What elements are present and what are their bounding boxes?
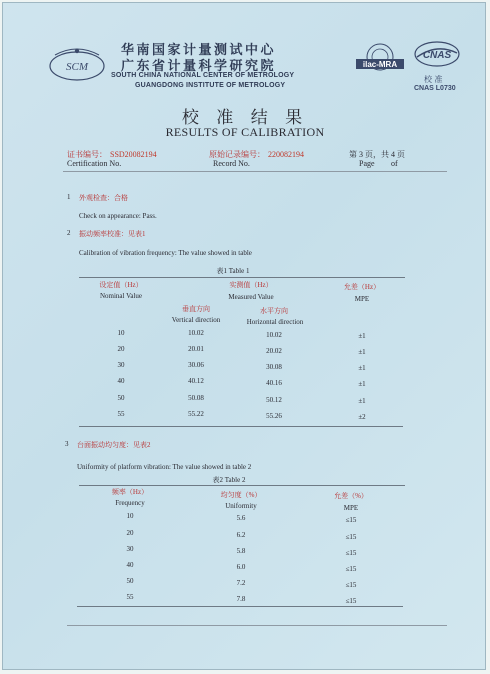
org-name-en-1: SOUTH CHINA NATIONAL CENTER OF METROLOGY bbox=[111, 72, 295, 79]
record-no-label-en: Record No. bbox=[213, 159, 250, 168]
t1-vertical-cell: 10.02 bbox=[188, 329, 204, 337]
cert-no-label-cn: 证书编号： SSD20082194 bbox=[67, 150, 157, 159]
table1-top-rule bbox=[79, 277, 405, 278]
t1-mpe-header-cn: 允差（Hz） bbox=[343, 283, 381, 291]
t2-uni-cell: 5.6 bbox=[236, 514, 246, 522]
t1-nominal-header-cn: 设定值（Hz） bbox=[99, 281, 143, 289]
t1-mpe-cell: ±1 bbox=[358, 348, 366, 356]
cert-no-label-en: Certification No. bbox=[67, 159, 122, 168]
t2-freq-header-en: Frequency bbox=[115, 499, 145, 507]
certificate-page bbox=[2, 2, 486, 670]
footer-divider bbox=[67, 625, 447, 626]
t2-mpe-cell: ≤15 bbox=[345, 549, 357, 557]
cnas-number: CNAS L0730 bbox=[414, 85, 456, 92]
cnas-label-cn: 校 准 bbox=[424, 75, 443, 84]
meta-divider bbox=[63, 171, 447, 172]
t2-mpe-cell: ≤15 bbox=[345, 565, 357, 573]
org-name-cn-2: 广东省计量科学研究院 bbox=[121, 59, 277, 74]
t1-mpe-header-en: MPE bbox=[354, 295, 370, 303]
t1-nominal-header-en: Nominal Value bbox=[99, 292, 143, 300]
table1-bottom-rule bbox=[79, 426, 403, 427]
t1-horizontal-cell: 40.16 bbox=[266, 379, 282, 387]
t2-uni-cell: 7.8 bbox=[236, 595, 246, 603]
t1-nominal-cell: 10 bbox=[117, 329, 125, 337]
table2-bottom-rule bbox=[77, 606, 403, 607]
t1-horizontal-cell: 20.02 bbox=[266, 347, 282, 355]
t1-horizontal-header-en: Horizontal direction bbox=[246, 318, 304, 326]
of-label: of bbox=[391, 159, 398, 168]
table2-top-rule bbox=[79, 485, 405, 486]
t1-vertical-cell: 50.08 bbox=[188, 394, 204, 402]
t1-vertical-cell: 55.22 bbox=[188, 410, 204, 418]
t2-freq-cell: 20 bbox=[126, 529, 134, 537]
t2-freq-header-cn: 频率（Hz） bbox=[111, 488, 149, 496]
t2-uni-header-cn: 均匀度（%） bbox=[220, 491, 262, 499]
cnas-logo bbox=[411, 39, 463, 73]
section3-number: 3 bbox=[65, 440, 69, 448]
t1-measured-header-cn: 实测值（Hz） bbox=[229, 281, 273, 289]
t1-nominal-cell: 30 bbox=[117, 361, 125, 369]
t2-freq-cell: 10 bbox=[126, 512, 134, 520]
t1-nominal-cell: 20 bbox=[117, 345, 125, 353]
t1-horizontal-cell: 30.08 bbox=[266, 363, 282, 371]
t2-freq-cell: 30 bbox=[126, 545, 134, 553]
page-number-cn: 第 3 页，共 4 页 bbox=[349, 150, 405, 159]
section1-title-en: Check on appearance: Pass. bbox=[79, 212, 157, 220]
section3-title-en: Uniformity of platform vibration: The value showed in table 2 bbox=[77, 463, 252, 471]
title-cn: 校 准 结 果 bbox=[181, 108, 309, 128]
t1-horizontal-header-cn: 水平方向 bbox=[260, 307, 288, 315]
t1-nominal-cell: 50 bbox=[117, 394, 125, 402]
section3-title-cn: 台面振动均匀度：见表2 bbox=[77, 441, 151, 449]
t1-vertical-cell: 30.06 bbox=[188, 361, 204, 369]
section2-number: 2 bbox=[67, 229, 71, 237]
table1-caption: 表1 Table 1 bbox=[216, 267, 250, 275]
scm-logo bbox=[47, 45, 107, 83]
t1-nominal-cell: 40 bbox=[117, 377, 125, 385]
t1-measured-header-en: Measured Value bbox=[228, 293, 274, 301]
table2-caption: 表2 Table 2 bbox=[212, 476, 246, 484]
t2-uni-header-en: Uniformity bbox=[225, 502, 257, 510]
svg-text:CNAS: CNAS bbox=[422, 50, 452, 61]
t2-freq-cell: 55 bbox=[126, 593, 134, 601]
ilac-mra-logo bbox=[352, 41, 408, 81]
t2-mpe-cell: ≤15 bbox=[345, 533, 357, 541]
t1-mpe-cell: ±1 bbox=[358, 364, 366, 372]
org-name-cn-1: 华南国家计量测试中心 bbox=[121, 43, 277, 58]
t2-mpe-cell: ≤15 bbox=[345, 516, 357, 524]
t1-horizontal-cell: 50.12 bbox=[266, 396, 282, 404]
t2-freq-cell: 40 bbox=[126, 561, 134, 569]
t2-uni-cell: 5.8 bbox=[236, 547, 246, 555]
page-label: Page bbox=[359, 159, 375, 168]
t2-uni-cell: 6.0 bbox=[236, 563, 246, 571]
t1-vertical-cell: 20.01 bbox=[188, 345, 204, 353]
t1-vertical-header-cn: 垂直方向 bbox=[182, 305, 210, 313]
cert-no-value: SSD20082194 bbox=[110, 150, 157, 159]
t1-mpe-cell: ±2 bbox=[358, 413, 366, 421]
t2-mpe-cell: ≤15 bbox=[345, 597, 357, 605]
t1-nominal-cell: 55 bbox=[117, 410, 125, 418]
title-en: RESULTS OF CALIBRATION bbox=[165, 125, 325, 139]
t2-freq-cell: 50 bbox=[126, 577, 134, 585]
section1-number: 1 bbox=[67, 193, 71, 201]
t2-mpe-header-cn: 允差（%） bbox=[334, 492, 368, 500]
t1-horizontal-cell: 10.02 bbox=[266, 331, 282, 339]
record-no-label-cn: 原始记录编号： 220082194 bbox=[209, 150, 304, 159]
t1-mpe-cell: ±1 bbox=[358, 332, 366, 340]
t1-mpe-cell: ±1 bbox=[358, 397, 366, 405]
t2-mpe-cell: ≤15 bbox=[345, 581, 357, 589]
section1-title-cn: 外观检查：合格 bbox=[79, 194, 128, 202]
org-name-en-2: GUANGDONG INSTITUTE OF METROLOGY bbox=[135, 82, 286, 89]
t2-uni-cell: 6.2 bbox=[236, 531, 246, 539]
t1-mpe-cell: ±1 bbox=[358, 380, 366, 388]
t1-horizontal-cell: 55.26 bbox=[266, 412, 282, 420]
section2-title-cn: 振动频率校准：见表1 bbox=[79, 230, 146, 238]
t2-uni-cell: 7.2 bbox=[236, 579, 246, 587]
svg-text:ilac-MRA: ilac-MRA bbox=[362, 60, 398, 69]
t1-vertical-cell: 40.12 bbox=[188, 377, 204, 385]
section2-title-en: Calibration of vibration frequency: The value showed in table bbox=[79, 249, 252, 257]
t1-vertical-header-en: Vertical direction bbox=[171, 316, 221, 324]
record-no-value: 220082194 bbox=[268, 150, 304, 159]
svg-text:SCM: SCM bbox=[66, 61, 88, 73]
t2-mpe-header-en: MPE bbox=[343, 504, 359, 512]
